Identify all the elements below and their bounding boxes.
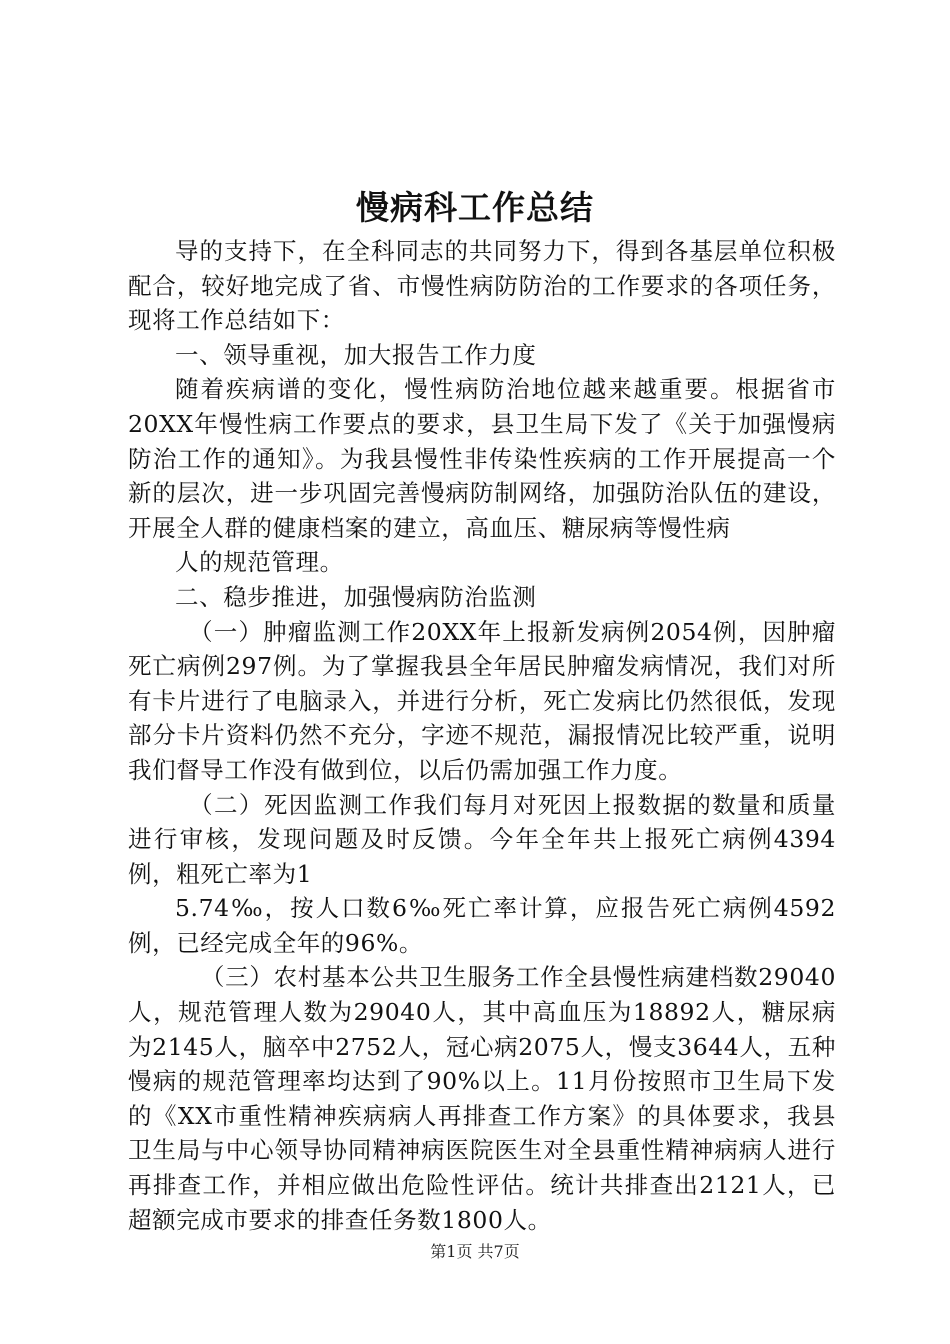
section-heading-2: 二、稳步推进，加强慢病防治监测 <box>175 582 537 611</box>
page-number-footer: 第1页 共7页 <box>430 1242 520 1261</box>
paragraph-death-monitoring-cont: 5.74‰，按人口数6‰死亡率计算，应报告死亡病例4592例，已经完成全年的96%。 <box>128 894 836 957</box>
paragraph-tumor-monitoring: （一）肿瘤监测工作20XX年上报新发病例2054例，因肿瘤死亡病例297例。为了掌握我县全年居民肿瘤发病情况，我们对所有卡片进行了电脑录入，并进行分析，死亡发病比仍然很低，发现部分卡片资料仍然不充分，字迹不规范，漏报情况比较严重，说明我们督导工作没有做到位，以后仍需加强工作力度。 <box>128 617 836 784</box>
section-heading-1: 一、领导重视，加大报告工作力度 <box>175 340 537 369</box>
paragraph-leadership: 随着疾病谱的变化，慢性病防治地位越来越重要。根据省市20XX年慢性病工作要点的要求，县卫生局下发了《关于加强慢病防治工作的通知》。为我县慢性非传染性疾病的工作开展提高一个新的层次，进一步巩固完善慢病防制网络，加强防治队伍的建设，开展全人群的健康档案的建立，高血压、糖尿病等慢性病 <box>128 375 836 542</box>
paragraph-leadership-cont: 人的规范管理。 <box>175 548 344 577</box>
paragraph-death-monitoring: （二）死因监测工作我们每月对死因上报数据的数量和质量进行审核，发现问题及时反馈。今年全年共上报死亡病例4394例，粗死亡率为1 <box>128 790 836 888</box>
paragraph-intro: 导的支持下，在全科同志的共同努力下，得到各基层单位积极配合，较好地完成了省、市慢性病防防治的工作要求的各项任务，现将工作总结如下： <box>128 237 836 335</box>
paragraph-public-health: （三）农村基本公共卫生服务工作全县慢性病建档数29040人，规范管理人数为29040人，其中高血压为18892人，糖尿病为2145人，脑卒中2752人，冠心病2075人，慢支3644人，五种慢病的规范管理率均达到了90%以上。11月份按照市卫生局下发的《XX市重性精神疾病病人再排查工作方案》的具体要求，我县卫生局与中心领导协同精神病医院医生对全县重性精神病病人进行再排查工作，并相应做出危险性评估。统计共排查出2121人，已超额完成市要求的排查任务数1800人。 <box>128 963 836 1234</box>
document-title: 慢病科工作总结 <box>356 188 594 227</box>
document-body <box>128 234 836 1237</box>
